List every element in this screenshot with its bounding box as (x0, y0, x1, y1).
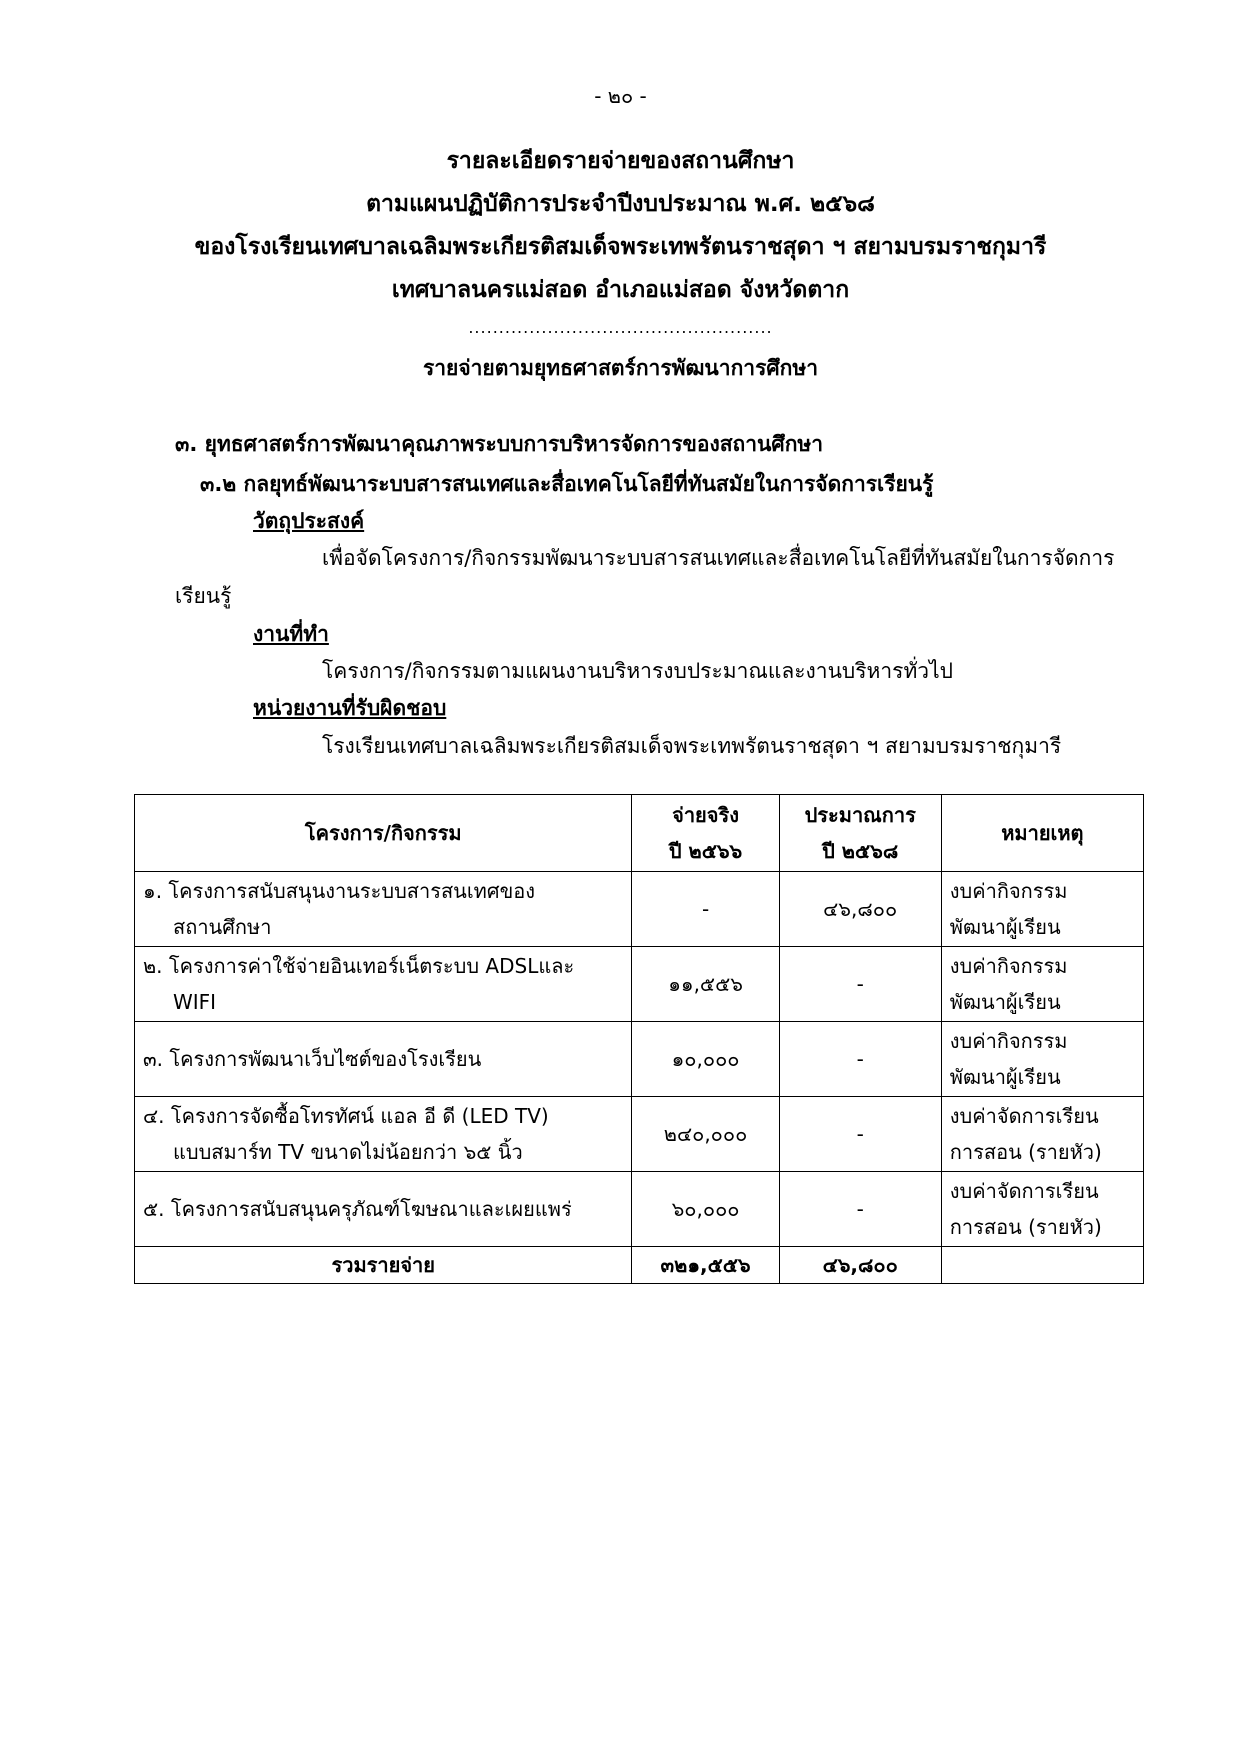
work-heading: งานที่ทำ (253, 622, 329, 646)
title-line: รายละเอียดรายจ่ายของสถานศึกษา (446, 148, 795, 174)
section-subtitle: รายจ่ายตามยุทธศาสตร์การพัฒนาการศึกษา (422, 356, 819, 380)
header-estimate (779, 795, 941, 872)
document-title (0, 140, 1241, 312)
header-project: โครงการ/กิจกรรม (135, 795, 632, 872)
responsible-unit-heading: หน่วยงานที่รับผิดชอบ (253, 696, 447, 720)
actual-cell: ๖๐,๐๐๐ (632, 1172, 779, 1247)
title-line: ตามแผนปฏิบัติการประจำปีงบประมาณ พ.ศ. ๒๕๖๘ (366, 191, 875, 217)
note-line: งบค่ากิจกรรม (949, 954, 1068, 978)
project-cell (135, 1022, 632, 1097)
table-row (135, 1097, 1144, 1172)
strategy-heading: ๓. ยุทธศาสตร์การพัฒนาคุณภาพระบบการบริหารจัดการของสถานศึกษา (175, 432, 824, 456)
note-line: พัฒนาผู้เรียน (949, 915, 1061, 939)
note-line: งบค่าจัดการเรียน (949, 1179, 1099, 1203)
project-name-continued: WIFI (173, 990, 217, 1014)
table-row (135, 1172, 1144, 1247)
total-actual: ๓๒๑,๕๕๖ (632, 1247, 779, 1284)
project-cell (135, 872, 632, 947)
table-row (135, 872, 1144, 947)
actual-cell: ๑๑,๕๕๖ (632, 947, 779, 1022)
header-actual (632, 795, 779, 872)
project-name-continued: แบบสมาร์ท TV ขนาดไม่น้อยกว่า ๖๕ นิ้ว (173, 1140, 523, 1164)
estimate-cell: ๔๖,๘๐๐ (779, 872, 941, 947)
project-name: ๒. โครงการค่าใช้จ่ายอินเทอร์เน็ตระบบ ADSLและ (143, 954, 575, 978)
note-line: งบค่าจัดการเรียน (949, 1104, 1099, 1128)
header-estimate-label: ประมาณการ (804, 803, 916, 827)
note-line: งบค่ากิจกรรม (949, 879, 1068, 903)
total-estimate: ๔๖,๘๐๐ (779, 1247, 941, 1284)
table-row (135, 947, 1144, 1022)
header-actual-label: จ่ายจริง (672, 803, 739, 827)
work-text: โครงการ/กิจกรรมตามแผนงานบริหารงบประมาณและงานบริหารทั่วไป (322, 659, 953, 683)
estimate-cell: - (779, 1022, 941, 1097)
title-line: ของโรงเรียนเทศบาลเฉลิมพระเกียรติสมเด็จพระเทพรัตนราชสุดา ฯ สยามบรมราชกุมารี (194, 234, 1047, 260)
project-cell (135, 1172, 632, 1247)
header-estimate-year: ปี ๒๕๖๘ (822, 839, 899, 863)
estimate-cell: - (779, 1172, 941, 1247)
table-header-row (135, 795, 1144, 872)
header-note: หมายเหตุ (941, 795, 1143, 872)
note-line: พัฒนาผู้เรียน (949, 990, 1061, 1014)
note-cell (941, 947, 1143, 1022)
actual-cell: - (632, 872, 779, 947)
note-line: การสอน (รายหัว) (949, 1215, 1102, 1239)
project-name: ๓. โครงการพัฒนาเว็บไซต์ของโรงเรียน (143, 1047, 482, 1071)
title-line: เทศบาลนครแม่สอด อำเภอแม่สอด จังหวัดตาก (391, 277, 850, 303)
note-cell (941, 1097, 1143, 1172)
separator: .................................................. (468, 318, 773, 337)
estimate-cell: - (779, 947, 941, 1022)
note-line: พัฒนาผู้เรียน (949, 1065, 1061, 1089)
project-name: ๑. โครงการสนับสนุนงานระบบสารสนเทศของ (143, 879, 536, 903)
note-cell (941, 872, 1143, 947)
objective-text-continued: เรียนรู้ (175, 584, 232, 608)
estimate-cell: - (779, 1097, 941, 1172)
total-label: รวมรายจ่าย (135, 1247, 632, 1284)
budget-table (134, 794, 1144, 1284)
note-cell (941, 1022, 1143, 1097)
total-note (941, 1247, 1143, 1284)
project-cell (135, 1097, 632, 1172)
objective-heading: วัตถุประสงค์ (253, 509, 365, 533)
table-row (135, 1022, 1144, 1097)
substrategy-heading: ๓.๒ กลยุทธ์พัฒนาระบบสารสนเทศและสื่อเทคโนโลยีที่ทันสมัยในการจัดการเรียนรู้ (200, 472, 934, 496)
objective-text: เพื่อจัดโครงการ/กิจกรรมพัฒนาระบบสารสนเทศและสื่อเทคโนโลยีที่ทันสมัยในการจัดการ (322, 546, 1115, 570)
responsible-unit-text: โรงเรียนเทศบาลเฉลิมพระเกียรติสมเด็จพระเทพรัตนราชสุดา ฯ สยามบรมราชกุมารี (322, 734, 1062, 758)
project-name: ๔. โครงการจัดซื้อโทรทัศน์ แอล อี ดี (LED TV) (143, 1104, 549, 1128)
page-number: - ๒๐ - (594, 84, 647, 108)
note-line: การสอน (รายหัว) (949, 1140, 1102, 1164)
actual-cell: ๑๐,๐๐๐ (632, 1022, 779, 1097)
note-line: งบค่ากิจกรรม (949, 1029, 1068, 1053)
total-row (135, 1247, 1144, 1284)
note-cell (941, 1172, 1143, 1247)
actual-cell: ๒๔๐,๐๐๐ (632, 1097, 779, 1172)
header-actual-year: ปี ๒๕๖๖ (668, 839, 743, 863)
project-cell (135, 947, 632, 1022)
project-name: ๕. โครงการสนับสนุนครุภัณฑ์โฆษณาและเผยแพร่ (143, 1197, 572, 1221)
project-name-continued: สถานศึกษา (173, 915, 272, 939)
